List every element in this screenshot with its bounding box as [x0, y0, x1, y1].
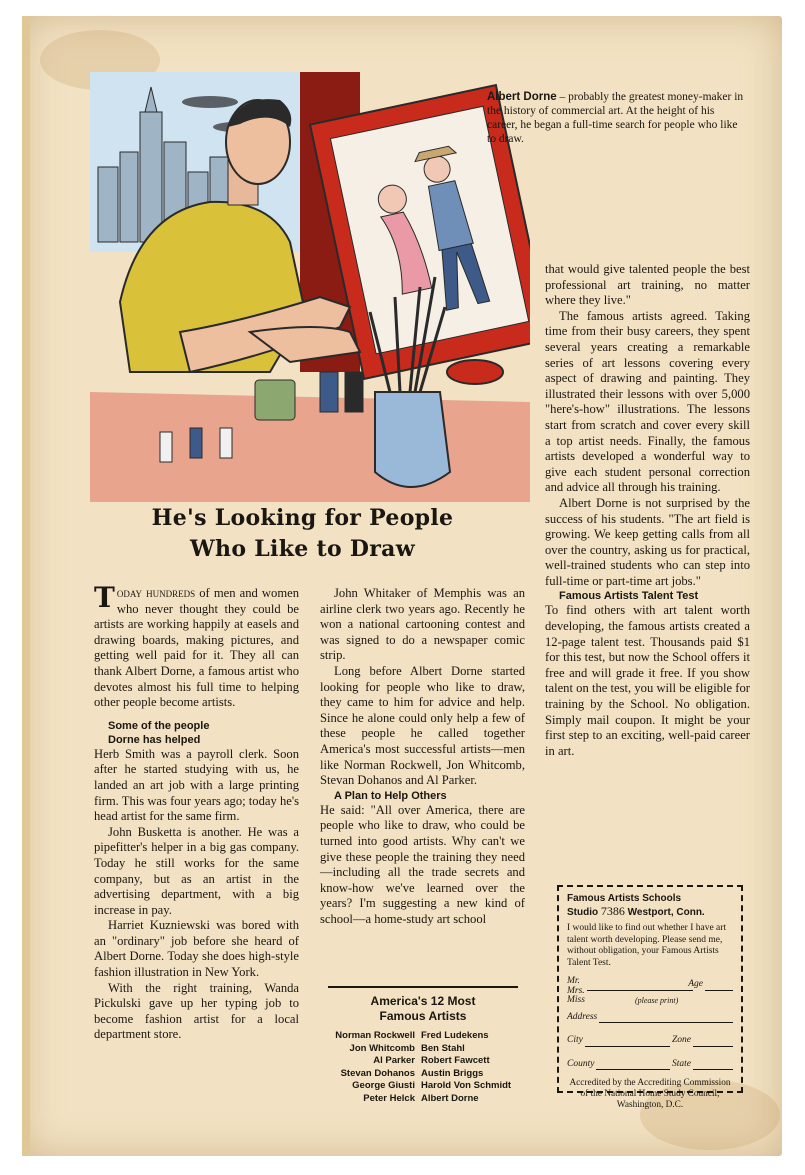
- mrs-label: Mrs.: [567, 985, 585, 996]
- artists-right-column: [421, 1030, 526, 1105]
- name-field[interactable]: [567, 977, 733, 1006]
- list-title: [318, 994, 528, 1024]
- coupon-body-text: I would like to find out whether I have art talent worth developing. Please send me, without obligation, your Famous Artists Talent Test.: [567, 923, 727, 968]
- accreditation-note: Accredited by the Accrediting Commission of the National Home Study Council, Washington, D.C.: [569, 1078, 731, 1110]
- artist-illustration: [90, 72, 530, 502]
- coupon-heading-1: Famous Artists Schools: [567, 893, 682, 904]
- zone-label: Zone: [672, 1035, 691, 1045]
- artist-name: Austin Briggs: [421, 1067, 484, 1079]
- coupon-location: Westport, Conn.: [627, 907, 705, 918]
- paragraph: John Whitaker of Memphis was an airline clerk two years ago. Recently he won a national cartooning contest and was signed to do a newspaper comic strip.: [320, 586, 525, 663]
- headline: [100, 503, 505, 565]
- list-title-line-2: Famous Artists: [379, 1009, 467, 1023]
- paragraph: that would give talented people the best professional art training, no matter where they live.": [545, 262, 750, 308]
- paint-bowl: [447, 360, 503, 384]
- city-label: City: [567, 1035, 583, 1045]
- artist-name: Albert Dorne: [421, 1092, 479, 1104]
- artist-name: Al Parker: [373, 1055, 415, 1066]
- studio-number: 7386: [600, 904, 625, 918]
- paragraph: To find others with art talent worth developing, the famous artists created a 12-page talent test. Thousands paid $1 for this test, but now the School offers it free and will grade it free. If you show talent on the test, you will be eligible for training by the School. No obligation. Simply mail coupon. It might be your first step to an exciting, well-paid career in art.: [545, 603, 750, 758]
- article-column-3: [545, 262, 750, 759]
- paragraph: Herb Smith was a payroll clerk. Soon after he started studying with us, he landed an art job with a large printing firm. This was four years ago; today he's head artist for the same firm.: [94, 746, 299, 824]
- studio-label: Studio: [567, 907, 599, 918]
- address-label: Address: [567, 1011, 598, 1022]
- headline-line-2: Who Like to Draw: [190, 536, 415, 562]
- age-label: Age: [688, 978, 703, 989]
- county-field[interactable]: [596, 1060, 670, 1070]
- county-label: County: [567, 1058, 595, 1069]
- city-zone-row[interactable]: [567, 1035, 733, 1047]
- drop-cap: T: [94, 581, 115, 614]
- subheading-line-1: Some of the people: [108, 719, 210, 732]
- artist-name: Norman Rockwell: [335, 1030, 415, 1041]
- paragraph: John Busketta is another. He was a pipefitter's helper in a big gas company. Today he still works for the same company, but as an artist in the advertising department, with a big increase in pay.: [94, 824, 299, 917]
- artist-name: George Giusti: [352, 1080, 415, 1091]
- article-column-2: [320, 586, 525, 927]
- state-label: State: [672, 1058, 691, 1069]
- headline-line-1: He's Looking for People: [151, 505, 454, 531]
- zone-field[interactable]: [693, 1037, 733, 1047]
- lead-in: oday hundreds: [116, 586, 196, 600]
- mr-label: Mr.: [567, 976, 580, 986]
- famous-artists-list: [318, 986, 528, 1105]
- please-print-note: (please print): [634, 995, 679, 1005]
- article-column-1: [94, 581, 300, 1043]
- coupon-heading-2: [567, 905, 733, 919]
- state-field[interactable]: [693, 1060, 733, 1070]
- paragraph: Harriet Kuzniewski was bored with an "ordinary" job before she heard of Albert Dorne. Today she does high-style fashion illustration in New York.: [94, 918, 299, 980]
- artists-columns: [318, 1030, 528, 1105]
- paragraph: He said: "All over America, there are people who like to draw, who could be turned into good artists. Why can't we give these people the training they need—including all the trade secrets and know-how we've learned over the years? I'm suggesting a new kind of school—a home-study art school: [320, 802, 525, 926]
- paragraph: Long before Albert Dorne started looking for people who like to draw, they came to him for advice and help. Since he alone could only help a few of these people he called together America's most successful artists—men like Norman Rockwell, Jon Whitcomb, Stevan Dohanos and Al Parker.: [320, 663, 525, 788]
- paragraph-text: of men and women who never thought they could be artists are working happily at easels and drawing boards, making pictures, and getting well paid for it. They all can thank Albert Dorne, a famous artist who devotes almost his full time to helping other people become artists.: [94, 586, 300, 710]
- miss-label: Miss: [567, 995, 585, 1005]
- caption-text: – probably the greatest money-maker in the history of commercial art. At the height of his career, he began a full-time search for people who like to draw.: [487, 91, 744, 145]
- subheading: A Plan to Help Others: [334, 789, 447, 802]
- artist-name: Ben Stahl: [421, 1042, 465, 1054]
- paragraph: The famous artists agreed. Taking time from their busy careers, they spent several years creating a remarkable series of art lessons covering every aspect of drawing and painting. They illustrated their lessons with over 5,000 "here's-how" illustrations. The lessons start from scratch and cover every skill a top artist needs. Finally, the famous artists developed a wonderful way to give each student personal correction and advice all through his training.: [545, 308, 750, 495]
- artist-name: Fred Ludekens: [421, 1030, 489, 1041]
- divider: [328, 986, 518, 988]
- list-title-line-1: America's 12 Most: [370, 994, 476, 1008]
- artists-left-column: [318, 1030, 421, 1105]
- paragraph: [94, 581, 300, 711]
- artist-name: Harold Von Schmidt: [421, 1080, 512, 1091]
- artist-name: Peter Helck: [363, 1092, 415, 1104]
- illustration-caption: [487, 90, 747, 146]
- age-field[interactable]: [705, 990, 733, 991]
- subheading: Famous Artists Talent Test: [559, 590, 699, 603]
- artist-name: Jon Whitcomb: [349, 1042, 415, 1054]
- address-field[interactable]: [567, 1012, 733, 1024]
- table-surface: [90, 392, 530, 502]
- city-field[interactable]: [585, 1037, 670, 1047]
- paragraph: Albert Dorne is not surprised by the success of his students. "The art field is growing. We keep getting calls from all over the country, asking us for practical, well-trained students who can step into full-time or part-time art jobs.": [545, 495, 750, 588]
- caption-name: Albert Dorne: [487, 91, 557, 103]
- page-spine-edge: [22, 16, 30, 1156]
- artist-name: Robert Fawcett: [421, 1055, 490, 1066]
- mail-in-coupon[interactable]: [557, 885, 743, 1110]
- artist-name: Stevan Dohanos: [340, 1067, 415, 1079]
- paragraph: With the right training, Wanda Pickulski gave up her typing job to become fashion artist for a local department store.: [94, 980, 299, 1042]
- subheading-line-2: Dorne has helped: [108, 733, 201, 746]
- county-state-row[interactable]: [567, 1059, 733, 1071]
